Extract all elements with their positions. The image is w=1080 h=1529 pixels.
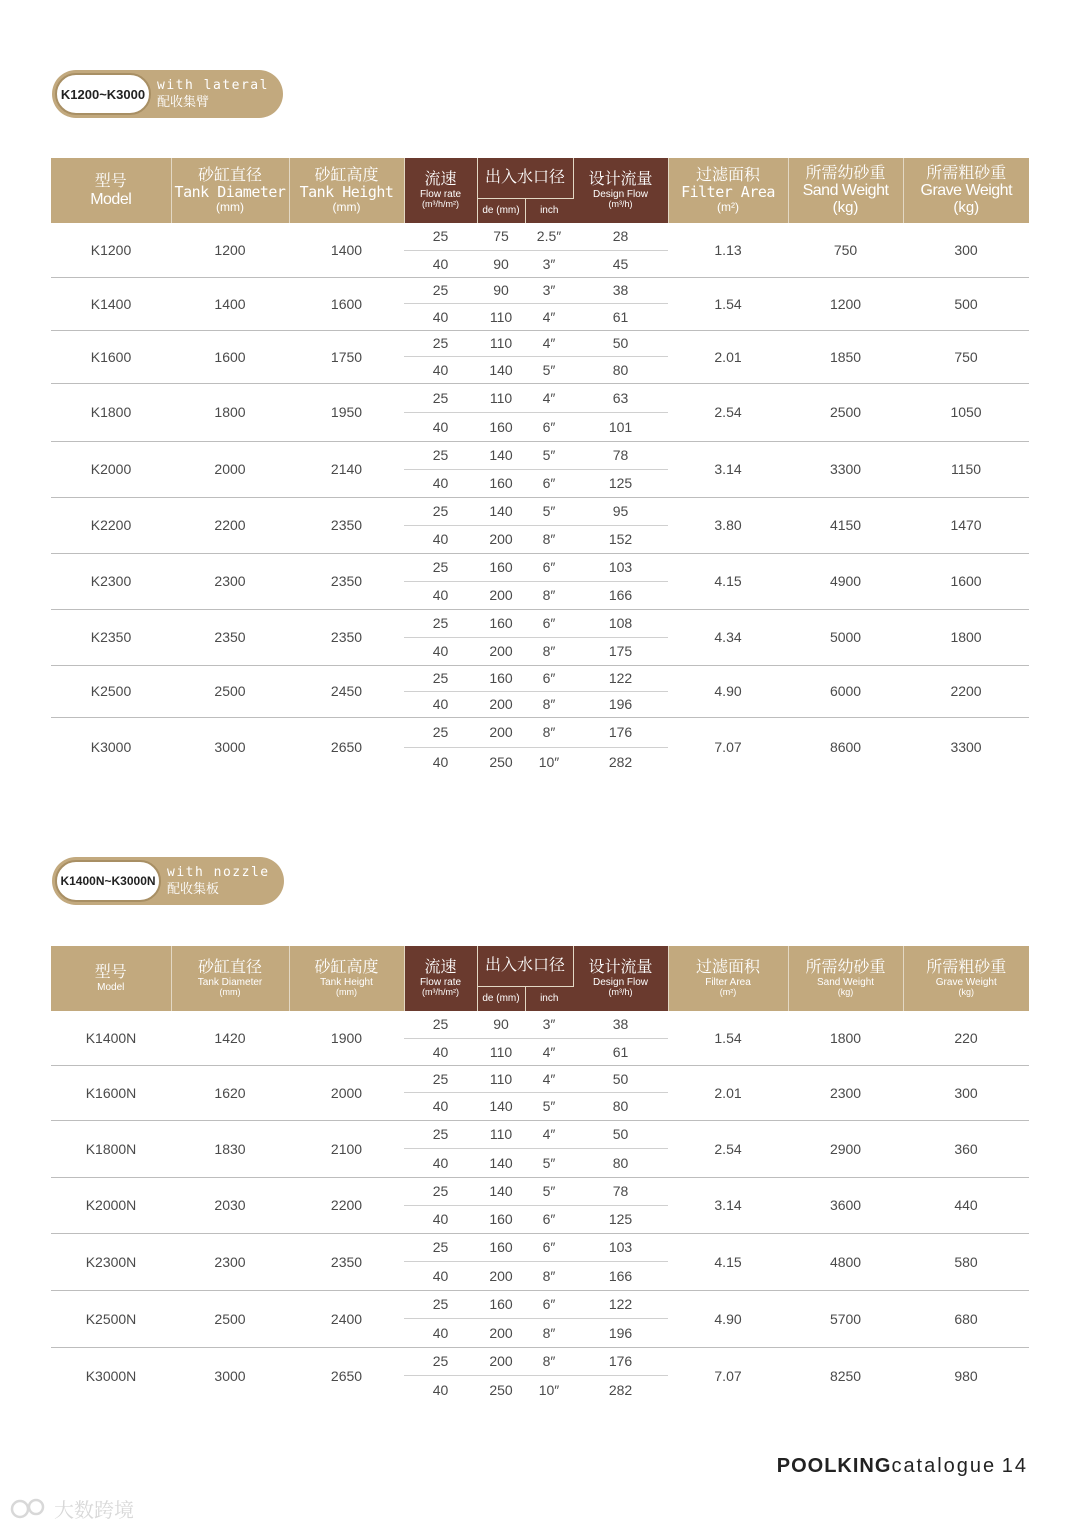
table-row [51,223,1029,250]
table-row [51,1290,1029,1318]
cell-design: 166 [608,1267,633,1284]
cell-de: 140 [489,1098,513,1114]
cell-area: 4.15 [668,553,788,609]
cell-grave: 1600 [903,553,1029,609]
cell-sand: 3600 [788,1177,903,1233]
cell-diameter: 1400 [171,277,289,330]
cell-de: 160 [477,609,525,637]
header-area: 过滤面积 Filter Area (m²) [668,946,788,1011]
section-1-badge-cn: 配收集臂 [157,94,210,109]
cell-flow: 40 [432,418,449,435]
cell-area: 4.15 [668,1233,788,1290]
cell-model: K1400N [85,1029,137,1046]
cell-de: 140 [489,361,513,378]
cell-sand: 8600 [788,717,903,777]
cell-sand: 1850 [788,330,903,383]
cell-design: 78 [573,1177,668,1205]
header-flow: 流速 Flow rate (m³/h/m²) [404,158,477,223]
header-port-de: de (mm) [477,986,525,1011]
cell-height: 2000 [289,1065,404,1120]
cell-design: 122 [573,1290,668,1318]
section-1-badge [52,70,283,118]
cell-height: 1400 [330,241,363,258]
cell-inch: 4″ [525,1065,573,1092]
cell-area: 3.14 [668,1177,788,1233]
cell-design: 125 [608,1211,633,1227]
table-row [51,665,1029,691]
cell-area: 2.54 [668,383,788,441]
cell-area: 1.13 [714,241,742,258]
cell-de: 90 [493,255,509,272]
cell-inch: 8″ [542,696,556,712]
cell-flow: 25 [404,665,477,691]
cell-design: 166 [608,587,633,603]
cell-diameter: 2350 [171,609,289,665]
header-port-de: de (mm) [477,198,525,223]
cell-height: 2650 [289,717,404,777]
cell-flow: 25 [404,1177,477,1205]
section-1-badge-en: with lateral [157,78,269,93]
cell-grave: 300 [954,241,978,258]
cell-grave: 2200 [903,665,1029,717]
cell-design: 152 [608,531,633,547]
table-row [51,277,1029,303]
cell-flow: 25 [404,1120,477,1148]
footer-page-number: 14 [1001,1455,1028,1477]
cell-design: 38 [573,1011,668,1038]
cell-grave: 500 [903,277,1029,330]
cell-design: 61 [612,1043,629,1060]
cell-diameter: 3000 [171,1347,289,1404]
cell-inch: 5″ [542,1098,556,1114]
header-sand: 所需幼砂重 Sand Weight (kg) [788,946,903,1011]
cell-height: 2140 [289,441,404,497]
cell-design: 122 [573,665,668,691]
cell-design: 80 [612,361,629,378]
cell-inch: 6″ [525,1233,573,1261]
table-row [51,1011,1029,1038]
cell-de: 110 [477,1065,525,1092]
cell-height: 2650 [289,1347,404,1404]
cell-flow: 40 [432,587,449,603]
cell-design: 125 [608,475,633,491]
header-port: 出入水口径 [477,946,573,986]
cell-height: 1600 [289,277,404,330]
cell-design: 38 [573,277,668,303]
cell-diameter: 1800 [171,383,289,441]
cell-design: 28 [573,223,668,250]
cell-flow: 25 [404,223,477,250]
cell-inch: 6″ [542,475,556,491]
cell-area: 4.90 [668,1290,788,1347]
cell-flow: 25 [404,553,477,581]
cell-model: K1800N [51,1120,171,1177]
table-row [51,553,1029,581]
cell-de: 200 [477,1347,525,1375]
cell-flow: 40 [432,1154,449,1171]
section-2-badge-en: with nozzle [167,865,270,880]
page-footer [777,1455,1028,1478]
cell-flow: 25 [404,497,477,525]
cell-de: 110 [477,1120,525,1148]
cell-area: 1.54 [668,277,788,330]
cell-grave: 360 [903,1120,1029,1177]
cell-de: 90 [477,277,525,303]
cell-area: 4.90 [668,665,788,717]
cell-diameter: 1420 [214,1029,246,1046]
cell-sand: 2900 [788,1120,903,1177]
cell-model: K2000 [51,441,171,497]
cell-diameter: 2300 [171,1233,289,1290]
cell-flow: 25 [404,1233,477,1261]
table-row [51,1177,1029,1205]
cell-model: K2200 [51,497,171,553]
cell-flow: 25 [404,383,477,412]
cell-grave: 750 [903,330,1029,383]
table-row [51,1065,1029,1092]
cell-inch: 5″ [542,1154,556,1171]
cell-design: 282 [608,1381,633,1398]
section-2-badge-cn: 配收集板 [167,881,220,896]
cell-height: 2350 [289,553,404,609]
cell-sand: 6000 [788,665,903,717]
cell-flow: 40 [432,1098,449,1114]
cell-flow: 40 [432,754,449,771]
cell-model: K1800 [51,383,171,441]
cell-diameter: 1620 [171,1065,289,1120]
cell-inch: 8″ [542,531,556,547]
table-body-lateral [51,223,1029,777]
cell-height: 1950 [289,383,404,441]
cell-design: 78 [573,441,668,469]
cell-flow: 40 [432,531,449,547]
cell-inch: 4″ [542,308,556,325]
cell-de: 250 [489,754,513,771]
cell-inch: 8″ [542,587,556,603]
cell-diameter: 2500 [171,1290,289,1347]
header-flow: 流速 Flow rate (m³/h/m²) [404,946,477,1011]
cell-de: 200 [477,717,525,747]
cell-inch: 8″ [525,717,573,747]
cell-diameter: 3000 [171,717,289,777]
cell-de: 200 [489,587,513,603]
cell-flow: 40 [432,361,449,378]
cell-design: 50 [573,1120,668,1148]
cell-diameter: 2000 [171,441,289,497]
cell-grave: 3300 [903,717,1029,777]
cell-design: 175 [608,643,633,659]
watermark [10,1494,134,1523]
section-1-badge-text [151,78,283,110]
cell-diameter: 2300 [171,553,289,609]
cell-inch: 10″ [538,754,560,771]
cell-inch: 6″ [525,609,573,637]
footer-catalogue: catalogue [891,1455,997,1477]
cell-diameter: 2200 [171,497,289,553]
cell-design: 103 [573,553,668,581]
cell-inch: 8″ [542,1324,556,1341]
cell-design: 80 [612,1098,629,1114]
cell-model: K1600N [51,1065,171,1120]
cell-sand: 8250 [788,1347,903,1404]
section-1-badge-model: K1200~K3000 [55,73,151,115]
cell-inch: 5″ [525,1177,573,1205]
cell-grave: 300 [903,1065,1029,1120]
cell-de: 160 [477,1233,525,1261]
cell-flow: 25 [404,441,477,469]
cell-model: K3000N [51,1347,171,1404]
cell-area: 3.14 [668,441,788,497]
cell-flow: 40 [432,1211,449,1227]
cell-design: 45 [612,255,629,272]
cell-flow: 40 [432,1324,449,1341]
cell-sand: 2500 [788,383,903,441]
cell-height: 2350 [289,497,404,553]
cell-sand: 750 [833,241,858,258]
cell-de: 160 [477,553,525,581]
cell-flow: 40 [432,1043,449,1060]
cell-flow: 25 [404,1065,477,1092]
cell-inch: 2.5″ [525,223,573,250]
cell-de: 200 [489,643,513,659]
header-model: 型号 Model [51,946,171,1011]
cell-sand: 5000 [788,609,903,665]
cell-flow: 40 [432,696,449,712]
header-sand: 所需幼砂重 Sand Weight (kg) [788,158,903,223]
cell-model: K3000 [51,717,171,777]
cell-design: 176 [573,1347,668,1375]
cell-diameter: 2030 [171,1177,289,1233]
table-row [51,330,1029,356]
table-row [51,609,1029,637]
header-grave: 所需粗砂重 Grave Weight (kg) [903,946,1029,1011]
cell-inch: 4″ [525,383,573,412]
spec-table-nozzle [51,946,1029,1404]
cell-flow: 25 [404,1290,477,1318]
cell-flow: 25 [404,1347,477,1375]
cell-design: 95 [573,497,668,525]
cell-sand: 1200 [788,277,903,330]
section-2-badge-text [161,865,284,897]
cell-sand: 2300 [788,1065,903,1120]
cell-flow: 40 [432,308,449,325]
header-model: 型号 Model [51,158,171,223]
cell-de: 250 [489,1381,513,1398]
header-diameter: 砂缸直径 Tank Diameter (mm) [171,946,289,1011]
cell-area: 2.54 [668,1120,788,1177]
cell-diameter: 1830 [171,1120,289,1177]
header-port: 出入水口径 [477,158,573,198]
cell-height: 2350 [289,1233,404,1290]
cell-inch: 8″ [542,643,556,659]
cell-design: 61 [612,308,629,325]
cell-height: 2450 [289,665,404,717]
footer-brand: POOLKING [776,1455,892,1477]
cell-sand: 4150 [788,497,903,553]
cell-flow: 25 [404,330,477,356]
cell-inch: 8″ [525,1347,573,1375]
cell-grave: 1050 [903,383,1029,441]
cell-model: K2300N [51,1233,171,1290]
cell-inch: 4″ [525,330,573,356]
cell-diameter: 1600 [171,330,289,383]
cell-model: K1600 [51,330,171,383]
watermark-text: 大数跨境 [54,1500,134,1522]
cell-sand: 4800 [788,1233,903,1290]
cell-design: 101 [608,418,633,435]
section-2-badge [52,857,284,905]
cell-de: 110 [477,330,525,356]
cell-design: 80 [612,1154,629,1171]
cell-sand: 4900 [788,553,903,609]
header-port-inch: inch [525,198,573,223]
header-diameter: 砂缸直径 Tank Diameter (mm) [171,158,289,223]
cell-sand: 1800 [829,1029,862,1046]
cell-flow: 40 [432,643,449,659]
cell-inch: 5″ [525,497,573,525]
cell-de: 110 [489,308,513,325]
cell-de: 200 [489,531,513,547]
cell-de: 140 [477,497,525,525]
cell-area: 7.07 [668,1347,788,1404]
cell-inch: 6″ [525,553,573,581]
cell-height: 2200 [289,1177,404,1233]
cell-de: 160 [489,418,513,435]
table-row [51,717,1029,747]
cell-model: K2000N [51,1177,171,1233]
cell-de: 110 [477,383,525,412]
header-height: 砂缸高度 Tank Height (mm) [289,158,404,223]
cell-flow: 25 [404,277,477,303]
header-port-inch: inch [525,986,573,1011]
cell-height: 1750 [289,330,404,383]
cell-inch: 5″ [542,361,556,378]
cell-height: 1900 [330,1029,363,1046]
cell-design: 196 [608,696,633,712]
cell-de: 160 [477,665,525,691]
cell-design: 50 [573,1065,668,1092]
header-design: 设计流量 Design Flow (m³/h) [573,946,668,1011]
cell-model: K1400 [51,277,171,330]
cell-grave: 220 [954,1029,978,1046]
spec-table-lateral [51,158,1029,777]
cell-area: 2.01 [668,330,788,383]
table-body-nozzle [51,1011,1029,1404]
cell-inch: 8″ [542,1267,556,1284]
cell-sand: 3300 [788,441,903,497]
cell-height: 2100 [289,1120,404,1177]
table-row [51,1120,1029,1148]
cell-model: K2500 [51,665,171,717]
cell-de: 110 [489,1043,513,1060]
cell-de: 75 [477,223,525,250]
cell-sand: 5700 [788,1290,903,1347]
table-row [51,441,1029,469]
header-grave: 所需粗砂重 Grave Weight (kg) [903,158,1029,223]
cell-inch: 3″ [525,1011,573,1038]
cell-de: 160 [489,475,513,491]
cell-grave: 440 [903,1177,1029,1233]
table-row [51,1347,1029,1375]
cell-design: 103 [573,1233,668,1261]
cell-model: K2300 [51,553,171,609]
cell-de: 160 [477,1290,525,1318]
cell-model: K1200 [90,241,132,258]
cell-inch: 4″ [525,1120,573,1148]
cell-diameter: 2500 [171,665,289,717]
cell-inch: 3″ [542,255,556,272]
cell-flow: 25 [404,609,477,637]
table-row [51,1233,1029,1261]
cell-de: 140 [477,1177,525,1205]
cell-grave: 580 [903,1233,1029,1290]
cell-inch: 10″ [538,1381,560,1398]
cell-grave: 680 [903,1290,1029,1347]
cell-flow: 25 [404,1011,477,1038]
cell-diameter: 1200 [214,241,246,258]
cell-design: 176 [573,717,668,747]
cell-inch: 5″ [525,441,573,469]
cell-height: 2350 [289,609,404,665]
header-area: 过滤面积 Filter Area (m²) [668,158,788,223]
cell-design: 108 [573,609,668,637]
cell-grave: 1150 [903,441,1029,497]
cell-inch: 6″ [525,665,573,691]
cell-de: 200 [489,1267,513,1284]
cell-grave: 1800 [903,609,1029,665]
cell-design: 282 [608,754,633,771]
cell-inch: 6″ [525,1290,573,1318]
cell-de: 140 [477,441,525,469]
cell-inch: 4″ [542,1043,556,1060]
cell-model: K2350 [51,609,171,665]
cell-area: 4.34 [668,609,788,665]
cell-flow: 40 [432,475,449,491]
cell-inch: 3″ [525,277,573,303]
cell-area: 7.07 [668,717,788,777]
cell-model: K2500N [51,1290,171,1347]
cell-grave: 980 [903,1347,1029,1404]
cell-inch: 6″ [542,1211,556,1227]
cell-flow: 40 [432,255,449,272]
cell-grave: 1470 [903,497,1029,553]
cell-design: 50 [573,330,668,356]
cell-area: 2.01 [668,1065,788,1120]
table-row [51,497,1029,525]
cell-de: 140 [489,1154,513,1171]
cell-design: 196 [608,1324,633,1341]
cell-de: 200 [489,696,513,712]
cell-area: 3.80 [668,497,788,553]
header-height: 砂缸高度 Tank Height (mm) [289,946,404,1011]
cell-flow: 25 [404,717,477,747]
header-design: 设计流量 Design Flow (m³/h) [573,158,668,223]
cell-de: 90 [477,1011,525,1038]
cell-height: 2400 [289,1290,404,1347]
cell-inch: 6″ [542,418,556,435]
cell-de: 160 [489,1211,513,1227]
section-2-badge-model: K1400N~K3000N [55,860,161,902]
cell-flow: 40 [432,1267,449,1284]
cell-flow: 40 [432,1381,449,1398]
cell-area: 1.54 [714,1029,742,1046]
table-row [51,383,1029,412]
watermark-logo-icon [10,1497,50,1521]
cell-de: 200 [489,1324,513,1341]
cell-design: 63 [573,383,668,412]
